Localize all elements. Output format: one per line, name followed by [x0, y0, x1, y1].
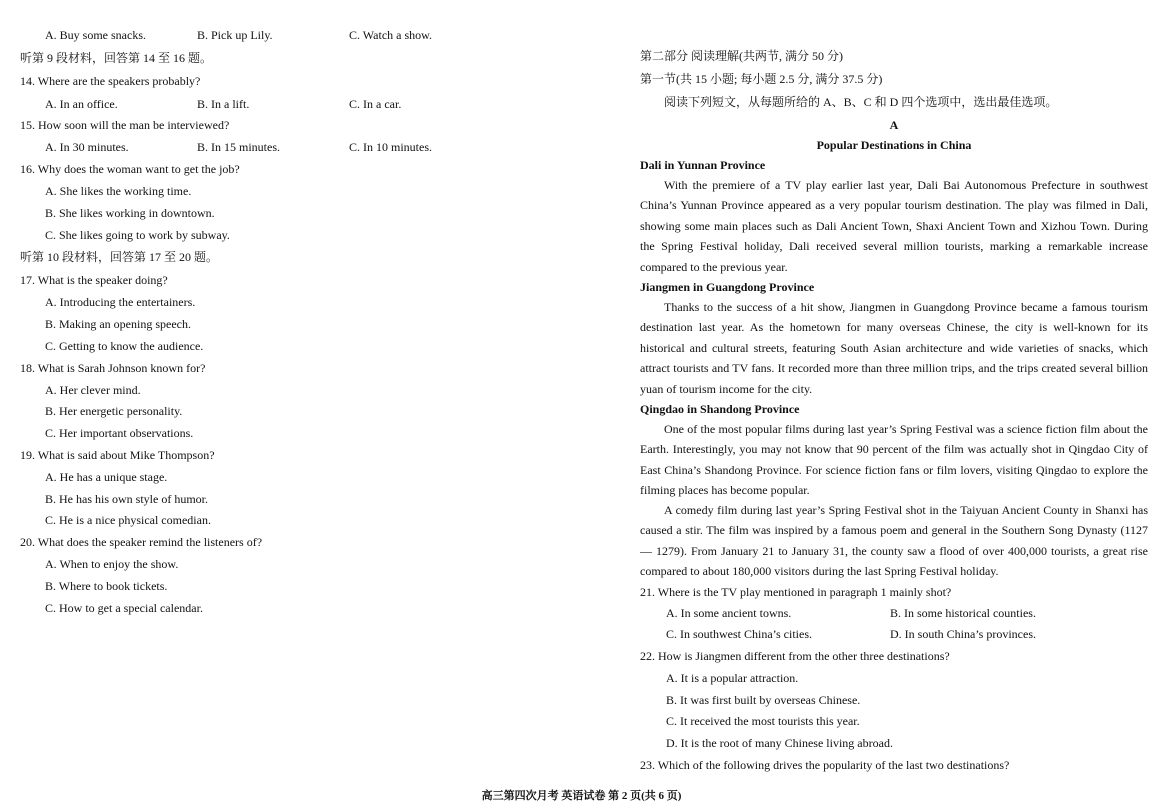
q16-option-a: A. She likes the working time.	[45, 184, 192, 198]
q15-option-a: A. In 30 minutes.	[45, 140, 129, 154]
q21-option-c: C. In southwest China’s cities.	[666, 627, 812, 641]
passage-letter: A	[889, 118, 899, 132]
heading-qingdao: Qingdao in Shandong Province	[640, 402, 800, 416]
q22-stem: 22. How is Jiangmen different from the other three destinations?	[640, 649, 950, 663]
heading-jiangmen: Jiangmen in Guangdong Province	[640, 280, 815, 294]
q20-option-b: B. Where to book tickets.	[45, 579, 168, 593]
q16-option-c: C. She likes going to work by subway.	[45, 228, 230, 242]
q13-option-c: C. Watch a show.	[349, 28, 433, 42]
q19-stem: 19. What is said about Mike Thompson?	[20, 448, 215, 462]
section10-instruction: 听第 10 段材料，回答第 17 至 20 题。	[20, 250, 219, 264]
section1-heading: 第一节(共 15 小题; 每小题 2.5 分, 满分 37.5 分)	[640, 72, 883, 86]
q15-option-c: C. In 10 minutes.	[349, 140, 432, 154]
q19-option-c: C. He is a nice physical comedian.	[45, 513, 211, 527]
paragraph-taiyuan	[640, 500, 1148, 582]
section9-instruction: 听第 9 段材料，回答第 14 至 16 题。	[20, 51, 213, 65]
q22-option-a: A. It is a popular attraction.	[666, 671, 799, 685]
q21-option-a: A. In some ancient towns.	[666, 606, 792, 620]
q17-option-b: B. Making an opening speech.	[45, 317, 191, 331]
q17-option-c: C. Getting to know the audience.	[45, 339, 204, 353]
q21-option-b: B. In some historical counties.	[890, 606, 1036, 620]
reading-instruction: 阅读下列短文，从每题所给的 A、B、C 和 D 四个选项中，选出最佳选项。	[664, 95, 1058, 109]
paragraph-dali	[640, 175, 1148, 277]
q22-option-d: D. It is the root of many Chinese living abroad.	[666, 736, 893, 750]
paragraph-taiyuan-text: A comedy film during last year’s Spring Festival shot in the Taiyuan Ancient County in Shanxi has caused a stir. The film was inspired by a famous poem and general in the Southern Song Dynasty (1127 — 1279). From January 21 to January 31, the county saw a flood of over 400,000 tourists, a great rise compared to about 180,000 visitors during the last Spring Festival holiday.	[640, 503, 1148, 579]
q18-option-a: A. Her clever mind.	[45, 383, 141, 397]
q22-option-c: C. It received the most tourists this year.	[666, 714, 860, 728]
q13-option-a: A. Buy some snacks.	[45, 28, 146, 42]
paragraph-qingdao	[640, 419, 1148, 501]
q15-option-b: B. In 15 minutes.	[197, 140, 280, 154]
q15-stem: 15. How soon will the man be interviewed?	[20, 118, 230, 132]
paragraph-qingdao-text: One of the most popular films during last year’s Spring Festival was a science fiction film about the Earth. Interestingly, you may not know that 90 percent of the film was actually shot in Qingdao City of East China’s Shandong Province. For science fiction fans or film lovers, visiting Qingdao to explore the filming places has become popular.	[640, 422, 1148, 498]
q16-stem: 16. Why does the woman want to get the job?	[20, 162, 240, 176]
q18-stem: 18. What is Sarah Johnson known for?	[20, 361, 206, 375]
q20-option-a: A. When to enjoy the show.	[45, 557, 179, 571]
q14-stem: 14. Where are the speakers probably?	[20, 74, 201, 88]
q21-option-d: D. In south China’s provinces.	[890, 627, 1036, 641]
q18-option-c: C. Her important observations.	[45, 426, 194, 440]
page-footer: 高三第四次月考 英语试卷 第 2 页(共 6 页)	[481, 790, 682, 802]
paragraph-dali-text: With the premiere of a TV play earlier last year, Dali Bai Autonomous Prefecture in southwest China’s Yunnan Province appeared as a very popular tourism destination. The play was filmed in Dali, showing some main places such as Dali Ancient Town, Shaxi Ancient Town and Xizhou Town. During the Spring Festival holiday, Dali received several million tourists, marking a remarkable increase compared to the previous year.	[640, 178, 1148, 274]
q20-option-c: C. How to get a special calendar.	[45, 601, 203, 615]
q18-option-b: B. Her energetic personality.	[45, 404, 183, 418]
q19-option-b: B. He has his own style of humor.	[45, 492, 208, 506]
paragraph-jiangmen	[640, 297, 1148, 399]
q13-option-b: B. Pick up Lily.	[197, 28, 273, 42]
q20-stem: 20. What does the speaker remind the listeners of?	[20, 535, 263, 549]
q14-option-a: A. In an office.	[45, 97, 118, 111]
q19-option-a: A. He has a unique stage.	[45, 470, 168, 484]
q17-option-a: A. Introducing the entertainers.	[45, 295, 196, 309]
q21-stem: 21. Where is the TV play mentioned in paragraph 1 mainly shot?	[640, 585, 952, 599]
q14-option-c: C. In a car.	[349, 97, 402, 111]
part2-heading: 第二部分 阅读理解(共两节, 满分 50 分)	[640, 49, 843, 63]
heading-dali: Dali in Yunnan Province	[640, 158, 766, 172]
q17-stem: 17. What is the speaker doing?	[20, 273, 168, 287]
paragraph-jiangmen-text: Thanks to the success of a hit show, Jiangmen in Guangdong Province became a famous tourism destination last year. As the hometown for many overseas Chinese, the city is well-known for its historical and cultural streets, featuring South Asian architecture and wide varieties of snacks, which attract tourists and TV fans. It recorded more than three million trips, and the trips created several billion yuan of tourism income for the city.	[640, 300, 1148, 396]
q14-option-b: B. In a lift.	[197, 97, 250, 111]
q23-stem: 23. Which of the following drives the popularity of the last two destinations?	[640, 758, 1010, 772]
q16-option-b: B. She likes working in downtown.	[45, 206, 215, 220]
passage-title: Popular Destinations in China	[816, 138, 972, 152]
q22-option-b: B. It was first built by overseas Chinese.	[666, 693, 861, 707]
